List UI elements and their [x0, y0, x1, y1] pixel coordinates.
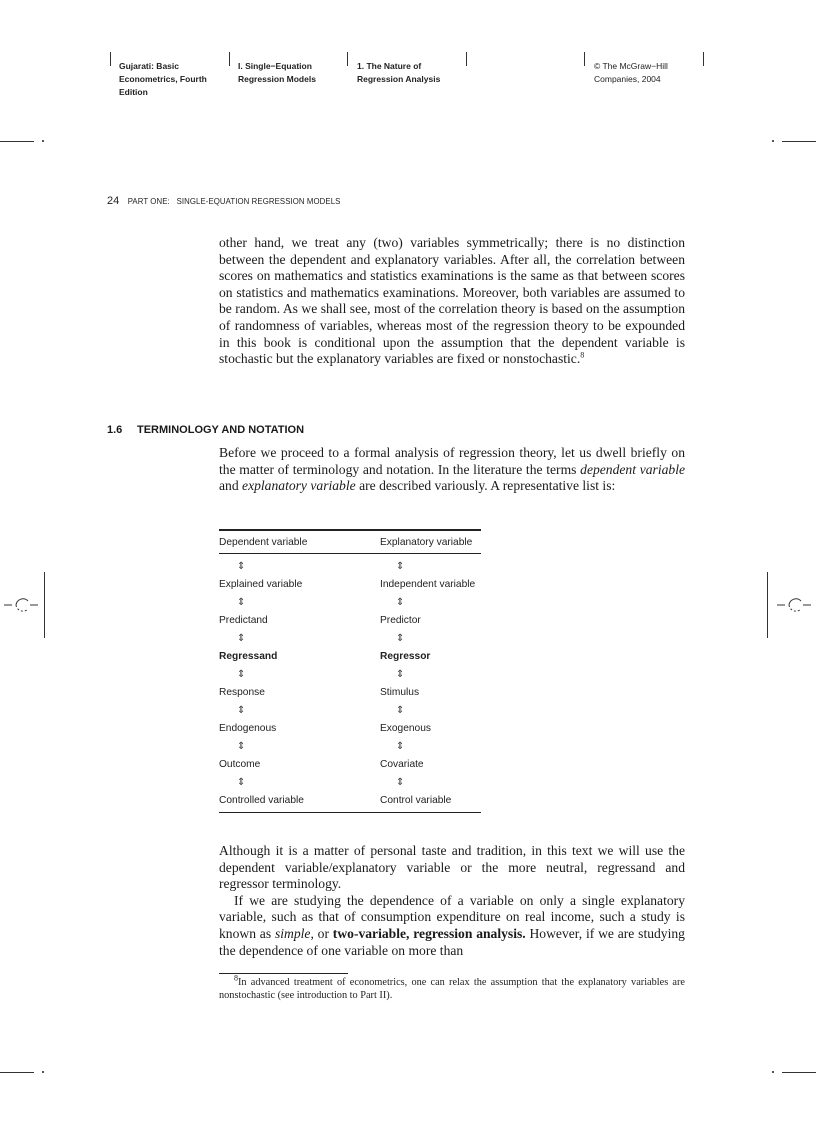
paragraph-text [219, 893, 685, 959]
table-row [219, 612, 481, 630]
double-arrow-icon: ⇕ [396, 632, 405, 644]
table-cell: Explained variable [219, 578, 303, 590]
crop-mark [782, 141, 816, 142]
table-cell: Endogenous [219, 722, 277, 734]
table-cell: Stimulus [380, 686, 420, 698]
bold-term: two-variable, regression analysis. [332, 925, 526, 941]
header-line: Companies, 2004 [594, 74, 661, 84]
body-paragraph [219, 235, 685, 368]
double-arrow-icon: ⇕ [237, 740, 246, 752]
table-cell: Regressor [380, 650, 431, 662]
table-cell: Predictor [380, 614, 421, 626]
double-arrow-icon: ⇕ [396, 560, 405, 572]
header-line: I. Single−Equation [238, 61, 312, 71]
crop-mark [0, 141, 34, 142]
header-line: Regression Analysis [357, 74, 441, 84]
double-arrow-icon: ⇕ [396, 776, 405, 788]
table-arrow-row [219, 774, 481, 792]
table-arrow-row [219, 558, 481, 576]
double-arrow-icon: ⇕ [237, 668, 246, 680]
header-divider [110, 52, 111, 66]
table-bottom-rule [219, 812, 481, 814]
section-title: TERMINOLOGY AND NOTATION [137, 424, 305, 436]
crop-mark [772, 1071, 774, 1073]
table-cell: Independent variable [380, 578, 476, 590]
table-row [219, 720, 481, 738]
table-cell: Control variable [380, 794, 452, 806]
double-arrow-icon: ⇕ [237, 704, 246, 716]
table-row [219, 648, 481, 666]
header-line: 1. The Nature of [357, 61, 422, 71]
paragraph-text: Before we proceed to a formal analysis of regression theory, let us dwell briefly on the matter of terminology and notation. In the literature the terms [219, 445, 685, 477]
registration-mark [767, 572, 768, 638]
double-arrow-icon: ⇕ [396, 704, 405, 716]
table-arrow-row [219, 666, 481, 684]
header-line: Gujarati: Basic [119, 61, 179, 71]
paragraph-text: If we are studying the dependence of a variable on only a single explanatory variable, such as that of consumption expenditure on real income, such a study is known as [219, 892, 685, 941]
body-paragraph [219, 445, 685, 495]
table-cell: Response [219, 686, 265, 698]
registration-target-icon [775, 592, 815, 618]
header-chapter-title [357, 60, 440, 86]
crop-mark [0, 1072, 34, 1073]
table-cell: Predictand [219, 614, 268, 626]
header-line: © The McGraw−Hill [594, 61, 668, 71]
header-divider [703, 52, 704, 66]
registration-target-icon [2, 592, 42, 618]
table-header-cell: Explanatory variable [380, 536, 473, 548]
page-number: 24 [107, 195, 120, 207]
header-divider [229, 52, 230, 66]
section-heading [107, 424, 304, 436]
footnote [219, 973, 685, 1003]
table-cell: Covariate [380, 758, 424, 770]
paragraph-text: are described variously. A representative list is: [355, 478, 616, 494]
double-arrow-icon: ⇕ [237, 560, 246, 572]
table-arrow-row [219, 738, 481, 756]
crop-mark [782, 1072, 816, 1073]
registration-mark [44, 572, 45, 638]
crop-mark [42, 1071, 44, 1073]
table-arrow-row [219, 630, 481, 648]
section-number: 1.6 [107, 424, 123, 436]
footnote-text: In advanced treatment of econometrics, one can relax the assumption that the explanatory variables are nonstochastic (see introduction to Part II). [219, 977, 685, 1001]
footnote-mark: 8 [234, 973, 238, 983]
double-arrow-icon: ⇕ [237, 632, 246, 644]
header-line: Regression Models [238, 74, 316, 84]
emphasis-term: dependent variable [580, 461, 686, 477]
double-arrow-icon: ⇕ [237, 776, 246, 788]
table-row [219, 576, 481, 594]
paragraph-text: However, if we are studying the dependence of one variable on more than [219, 925, 685, 958]
crop-mark [42, 140, 44, 142]
body-paragraph [219, 843, 685, 959]
paragraph-text: and [219, 478, 243, 494]
table-row [219, 756, 481, 774]
double-arrow-icon: ⇕ [396, 668, 405, 680]
header-book-title [119, 60, 207, 99]
header-divider [347, 52, 348, 66]
double-arrow-icon: ⇕ [237, 596, 246, 608]
table-cell: Controlled variable [219, 794, 304, 806]
table-cell: Exogenous [380, 722, 431, 734]
table-header-cell: Dependent variable [219, 536, 308, 548]
header-line: Edition [119, 87, 148, 97]
terminology-table [219, 529, 481, 813]
double-arrow-icon: ⇕ [396, 596, 405, 608]
paragraph-text: Although it is a matter of personal taste and tradition, in this text we will use the dependent variable/explanatory variable or the more neutral, regressand and regressor terminology. [219, 843, 685, 892]
emphasis-term: explanatory variable [242, 478, 356, 494]
header-part-title [238, 60, 316, 86]
double-arrow-icon: ⇕ [396, 740, 405, 752]
footnote-reference: 8 [580, 350, 585, 360]
header-divider [584, 52, 585, 66]
header-line: Econometrics, Fourth [119, 74, 207, 84]
table-row [219, 792, 481, 810]
emphasis-term: simple [274, 925, 311, 941]
header-divider [466, 52, 467, 66]
footnote-rule [219, 973, 348, 974]
running-head-title: PART ONE: SINGLE-EQUATION REGRESSION MODELS [127, 197, 341, 206]
table-row [219, 684, 481, 702]
table-arrow-row [219, 594, 481, 612]
table-cell: Outcome [219, 758, 261, 770]
crop-mark [772, 140, 774, 142]
running-header-table [110, 52, 704, 104]
table-arrow-row [219, 702, 481, 720]
paragraph-text: , or [310, 925, 333, 941]
table-cell: Regressand [219, 650, 278, 662]
page-running-head [107, 191, 340, 209]
paragraph-text: other hand, we treat any (two) variables symmetrically; there is no distinction between the dependent and explanatory variables. After all, the correlation between scores on mathematics and statistics examinations is the same as that between scores on statistics and mathematics examinations. Moreover, both variables are assumed to be random. As we shall see, most of the correlation theory is based on the assumption of randomness of variables, whereas most of the regression theory to be expounded in this book is conditional upon the assumption that the dependent variable is stochastic but the explanatory variables are fixed or nonstochastic. [219, 235, 685, 367]
table-header-row [219, 531, 481, 553]
header-copyright [594, 60, 668, 86]
